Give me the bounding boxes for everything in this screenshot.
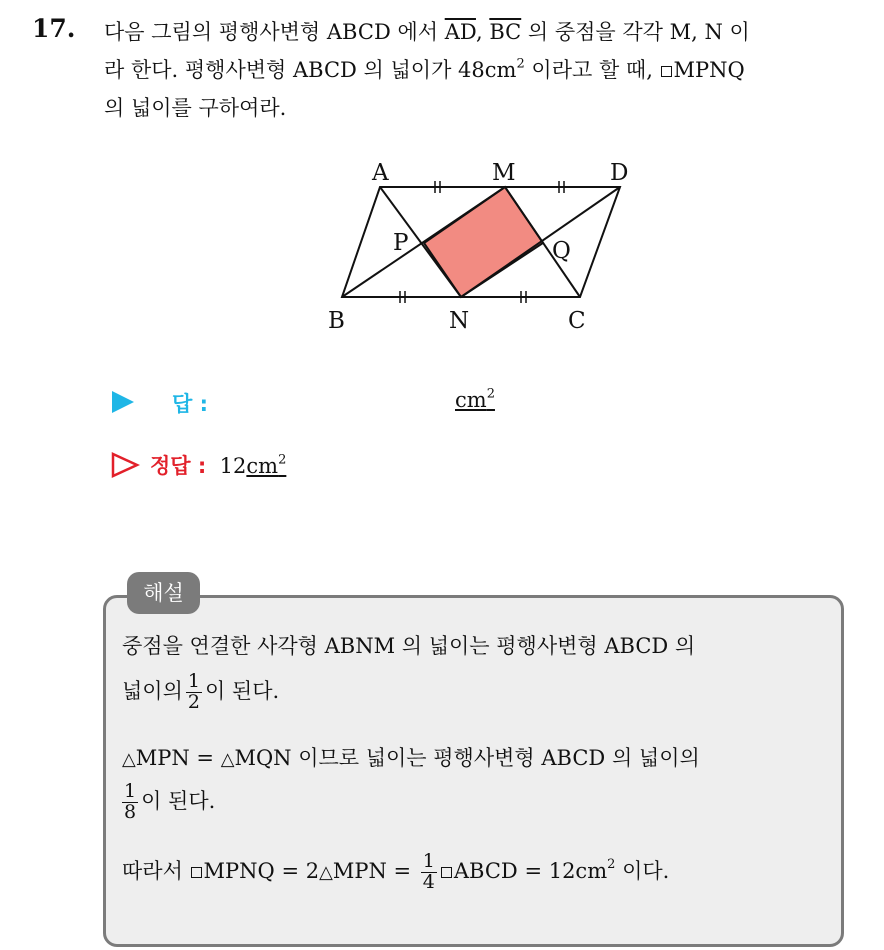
fraction-one-quarter: $\frac{1}{4}$ (422, 850, 435, 893)
label-a: A (372, 160, 389, 186)
solution-line-2: 넓이의 $\frac{1}{2}$ 이 된다. (122, 670, 280, 713)
question-line-1: 다음 그림의 평행사변형 ABCD 에서 $\overline{AD}$, $\overline{BC}$ 의 중점을 각각 M, N 이 (104, 20, 750, 44)
solution-tag: 해설 (127, 572, 200, 614)
square-symbol-icon (191, 867, 202, 878)
question-line-3: 의 넓이를 구하여라. (104, 96, 287, 120)
square-symbol-icon (441, 867, 452, 878)
fraction-one-eighth: $\frac{1}{8}$ (124, 780, 137, 823)
label-b: B (328, 308, 345, 334)
label-n: N (449, 308, 470, 334)
answer-input[interactable]: $cm^2$ (455, 386, 495, 412)
segment-bc: $\overline{BC}$ (489, 20, 522, 44)
label-q: Q (552, 238, 571, 264)
fraction-one-half: $\frac{1}{2}$ (187, 670, 200, 713)
question-number: 17. (32, 14, 76, 43)
solution-line-4: $\frac{1}{8}$ 이 된다. (124, 780, 216, 823)
label-p: P (393, 230, 409, 256)
solution-line-3: △MPN = △MQN 이므로 넓이는 평행사변형 ABCD 의 넓이의 (122, 746, 700, 770)
outline-arrow-icon (110, 452, 140, 478)
label-m: M (492, 160, 516, 186)
answer-label: 답 : (172, 392, 208, 416)
play-arrow-icon (110, 390, 136, 414)
question-line-2: 라 한다. 평행사변형 ABCD 의 넓이가 $48cm^2$ 이라고 할 때, MPNQ (104, 56, 745, 82)
correct-answer: 정답 : $12cm^2$ (150, 452, 287, 478)
square-symbol-icon (661, 66, 672, 77)
label-c: C (568, 308, 586, 334)
solution-line-1: 중점을 연결한 사각형 ABNM 의 넓이는 평행사변형 ABCD 의 (122, 634, 696, 658)
parallelogram-figure (320, 150, 650, 340)
label-d: D (610, 160, 629, 186)
segment-ad: $\overline{AD}$ (444, 20, 476, 44)
solution-line-5: 따라서 MPNQ = 2△MPN = $\frac{1}{4}$ ABCD = $12cm^2$ 이다. (122, 850, 670, 893)
